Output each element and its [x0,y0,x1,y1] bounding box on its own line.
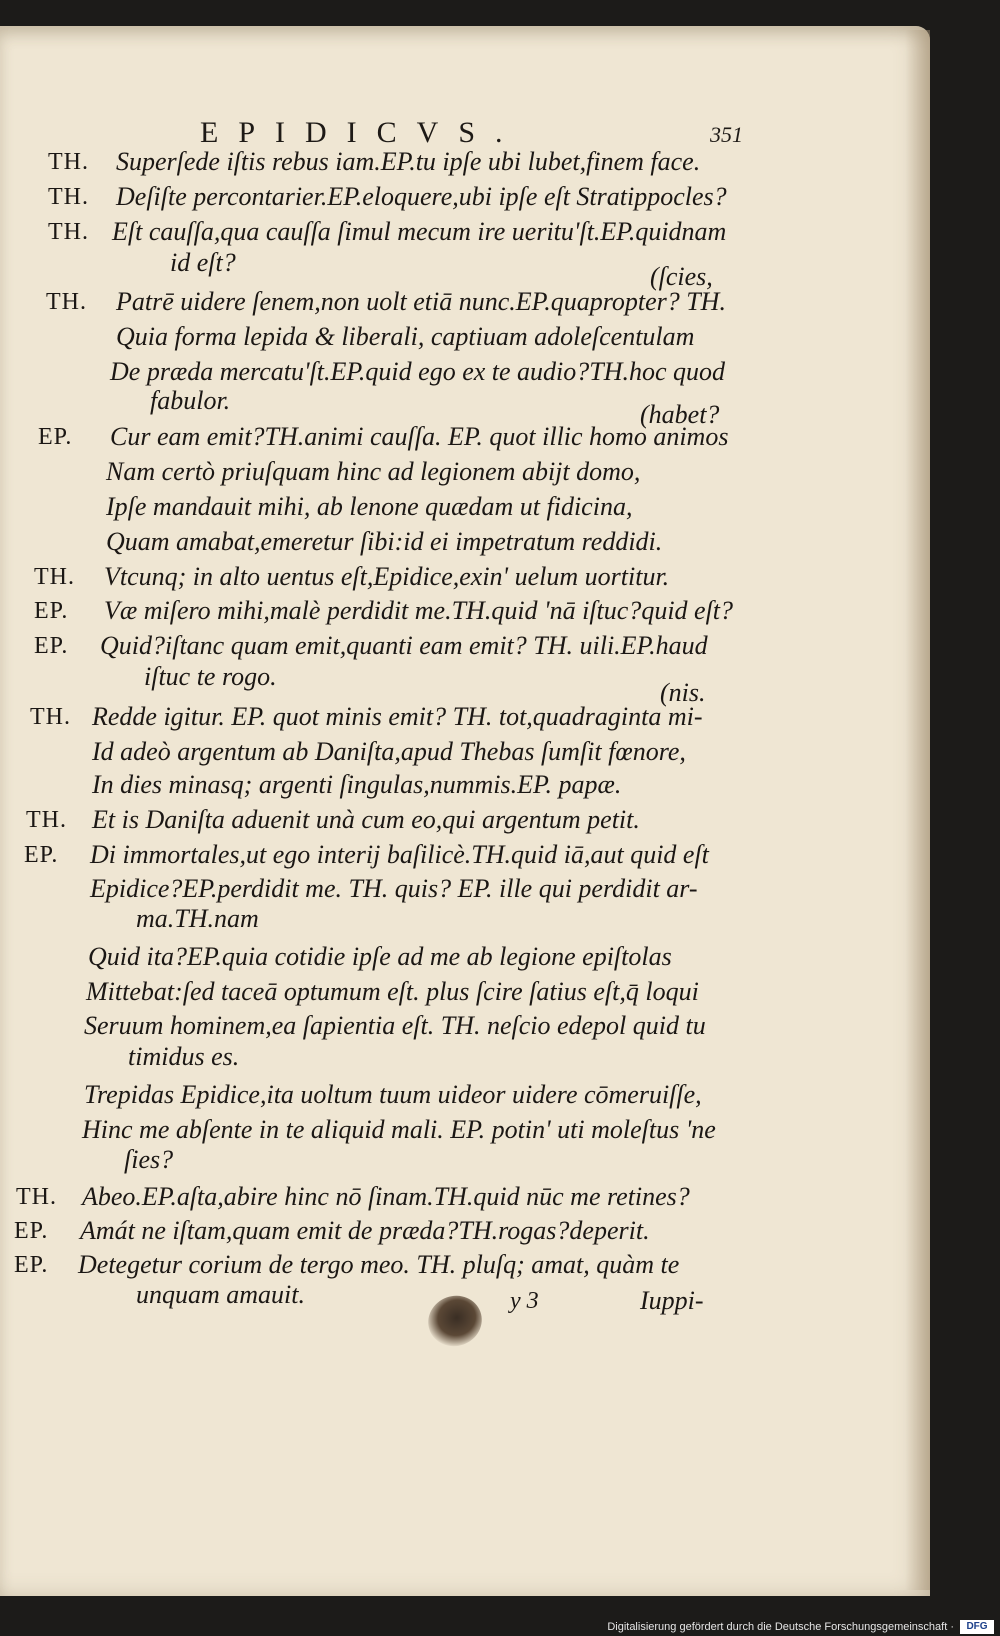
verse-line: unquam amauit. [136,1280,305,1309]
footer-credit: Digitalisierung gefördert durch die Deutsche Forschungsgemeinschaft · [607,1621,954,1633]
verse-line: Et is Daniſta aduenit unà cum eo,qui argentum petit. [92,805,640,834]
verse-line: Quid ita?EP.quia cotidie ipſe ad me ab legione epiſtolas [88,942,672,971]
verse-line: ſies? [124,1145,174,1174]
speaker-label: TH. [16,1184,57,1210]
verse-line: Ipſe mandauit mihi, ab lenone quædam ut fidicina, [106,492,633,521]
verse-line: Hinc me abſente in te aliquid mali. EP. potin' uti moleſtus 'ne [82,1115,716,1144]
speaker-label: TH. [48,184,89,210]
speaker-label: EP. [24,842,59,868]
verse-line: Quam amabat,emeretur ſibi:id ei impetratum reddidi. [106,527,663,556]
verse-line: fabulor. [150,386,231,415]
speaker-label: TH. [48,149,89,175]
verse-line: Seruum hominem,ea ſapientia eſt. TH. neſcio edepol quid tu [84,1011,706,1040]
carry-over-text: (habet? [640,400,720,429]
speaker-label: TH. [30,704,71,730]
verse-line: Væ miſero mihi,malè perdidit me.TH.quid 'nā iſtuc?quid eſt? [104,596,734,625]
speaker-label: EP. [14,1252,49,1278]
verse-line: Superſede iſtis rebus iam.EP.tu ipſe ubi lubet,finem face. [116,147,701,176]
verse-line: Epidice?EP.perdidit me. TH. quis? EP. ille qui perdidit ar- [90,874,698,903]
speaker-label: EP. [34,598,69,624]
speaker-label: EP. [38,424,73,450]
folio-number: 351 [710,122,743,147]
verse-line: Amát ne iſtam,quam emit de præda?TH.rogas?deperit. [80,1216,650,1245]
verse-line: Redde igitur. EP. quot minis emit? TH. tot,quadraginta mi- [92,702,703,731]
verse-line: Mittebat:ſed taceā optumum eſt. plus ſcire ſatius eſt,q̄ loqui [86,977,699,1006]
verse-line: timidus es. [128,1042,240,1071]
verse-line: Trepidas Epidice,ita uoltum tuum uideor uidere cōmeruiſſe, [84,1080,702,1109]
speaker-label: TH. [34,564,75,590]
verse-line: Nam certò priuſquam hinc ad legionem abijt domo, [106,457,641,486]
verse-line: Di immortales,ut ego interij baſilicè.TH.quid iā,aut quid eſt [90,840,709,869]
verse-line: Deſiſte percontarier.EP.eloquere,ubi ipſe eſt Stratippocles? [116,182,727,211]
verse-line: ma.TH.nam [136,904,259,933]
verse-line: Id adeò argentum ab Daniſta,apud Thebas ſumſit fœnore, [92,737,686,766]
verse-line: Cur eam emit?TH.animi cauſſa. EP. quot illic homo animos [110,422,729,451]
catchword: Iuppi- [640,1286,704,1315]
verse-line: De præda mercatu'ſt.EP.quid ego ex te audio?TH.hoc quod [110,357,726,386]
dfg-logo: DFG [960,1620,994,1634]
running-title: EPIDICVS. [200,116,523,149]
verse-line: Patrē uidere ſenem,non uolt etiā nunc.EP.quapropter? TH. [116,287,726,316]
verse-line: Abeo.EP.aſta,abire hinc nō ſinam.TH.quid nūc me retines? [82,1182,690,1211]
verse-line: In dies minasq; argenti ſingulas,nummis.EP. papæ. [92,770,622,799]
verse-line: Eſt cauſſa,qua cauſſa ſimul mecum ire ueritu'ſt.EP.quidnam [112,217,727,246]
verse-line: Quia forma lepida & liberali, captiuam adoleſcentulam [116,322,695,351]
speaker-label: EP. [14,1218,49,1244]
verse-line: Quid?iſtanc quam emit,quanti eam emit? TH. uili.EP.haud [100,631,708,660]
verse-line: Detegetur corium de tergo meo. TH. pluſq; amat, quàm te [78,1250,680,1279]
carry-over-text: (ſcies, [650,262,713,291]
speaker-label: TH. [46,289,87,315]
speaker-label: EP. [34,633,69,659]
verse-line: Vtcunq; in alto uentus eſt,Epidice,exin' uelum uortitur. [104,562,670,591]
verse-line: id eſt? [170,248,236,277]
speaker-label: TH. [48,219,89,245]
verse-line: iſtuc te rogo. [144,662,277,691]
signature-mark: y 3 [510,1288,539,1314]
carry-over-text: (nis. [660,678,706,707]
speaker-label: TH. [26,807,67,833]
